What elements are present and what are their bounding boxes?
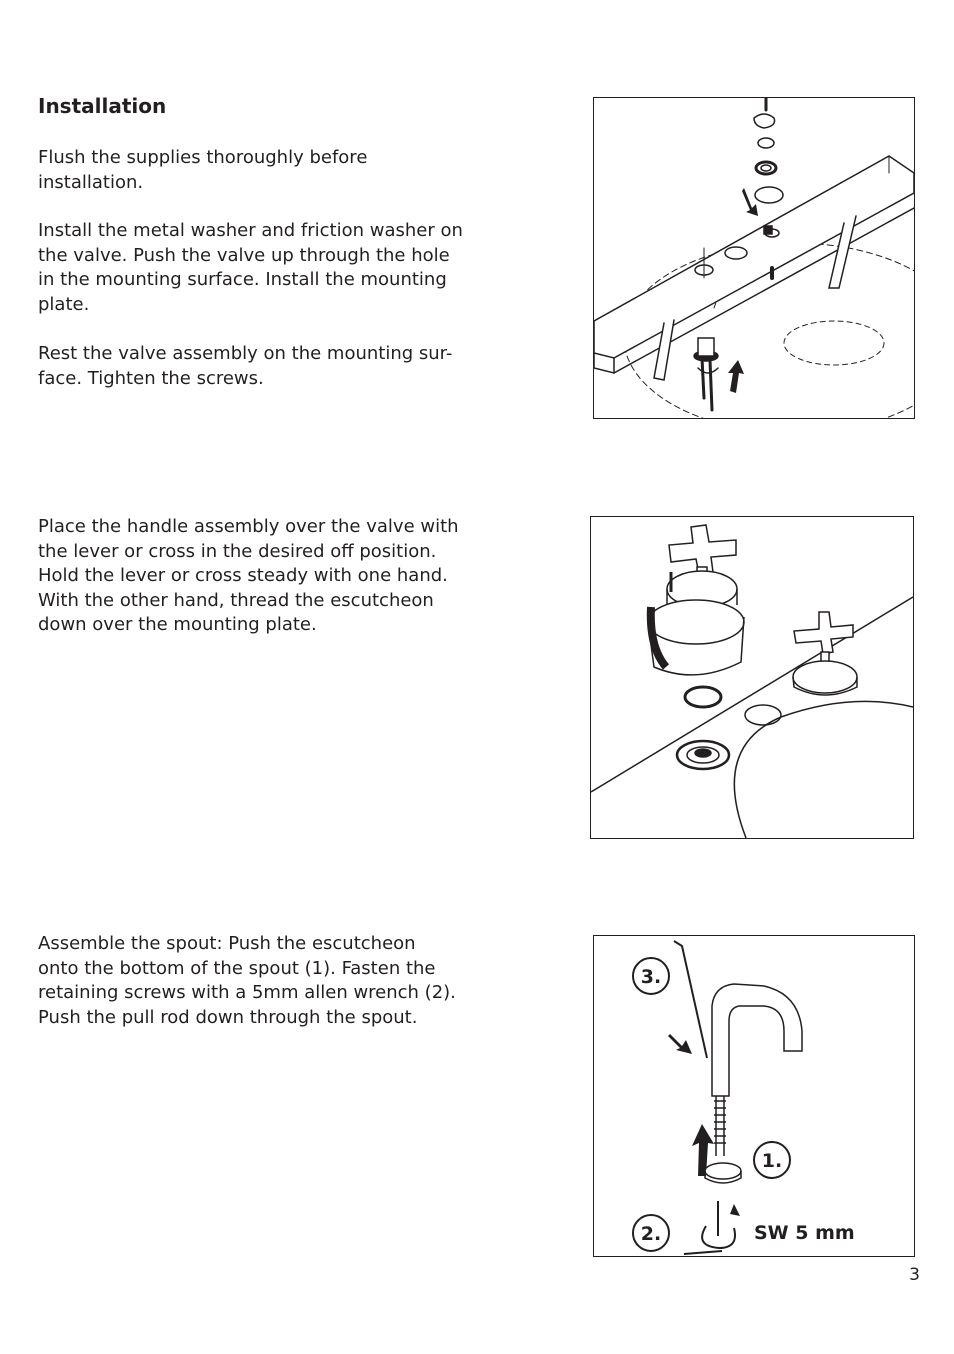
instruction-assemble-spout: Assemble the spout: Push the escutcheon onto the bottom of the spout (1). Fasten the retaining screws with a 5mm allen wrench (2). Push the pull rod down through the spout. (38, 933, 456, 1028)
spout-assembly-figure (593, 935, 915, 1257)
valve-installation-figure (593, 97, 915, 419)
instruction-flush: Flush the supplies thoroughly before installation. (38, 147, 368, 193)
handle-assembly-figure (590, 516, 914, 839)
step-1-label: 1. (761, 1150, 783, 1172)
step-2-label: 2. (640, 1223, 662, 1245)
instruction-rest-valve: Rest the valve assembly on the mounting sur- face. Tighten the screws. (38, 343, 453, 389)
instruction-handle-assembly: Place the handle assembly over the valve with the lever or cross in the desired off position. Hold the lever or cross steady with one hand. With the other hand, thread the escutcheon down over the mounting plate. (38, 516, 459, 635)
section-title: Installation (38, 94, 167, 118)
step-3-label: 3. (640, 966, 662, 988)
page-number: 3 (909, 1265, 920, 1285)
wrench-size-label: SW 5 mm (754, 1222, 855, 1244)
instruction-install-washers: Install the metal washer and friction washer on the valve. Push the valve up through the hole in the mounting surface. Install the mounting plate. (38, 220, 463, 315)
